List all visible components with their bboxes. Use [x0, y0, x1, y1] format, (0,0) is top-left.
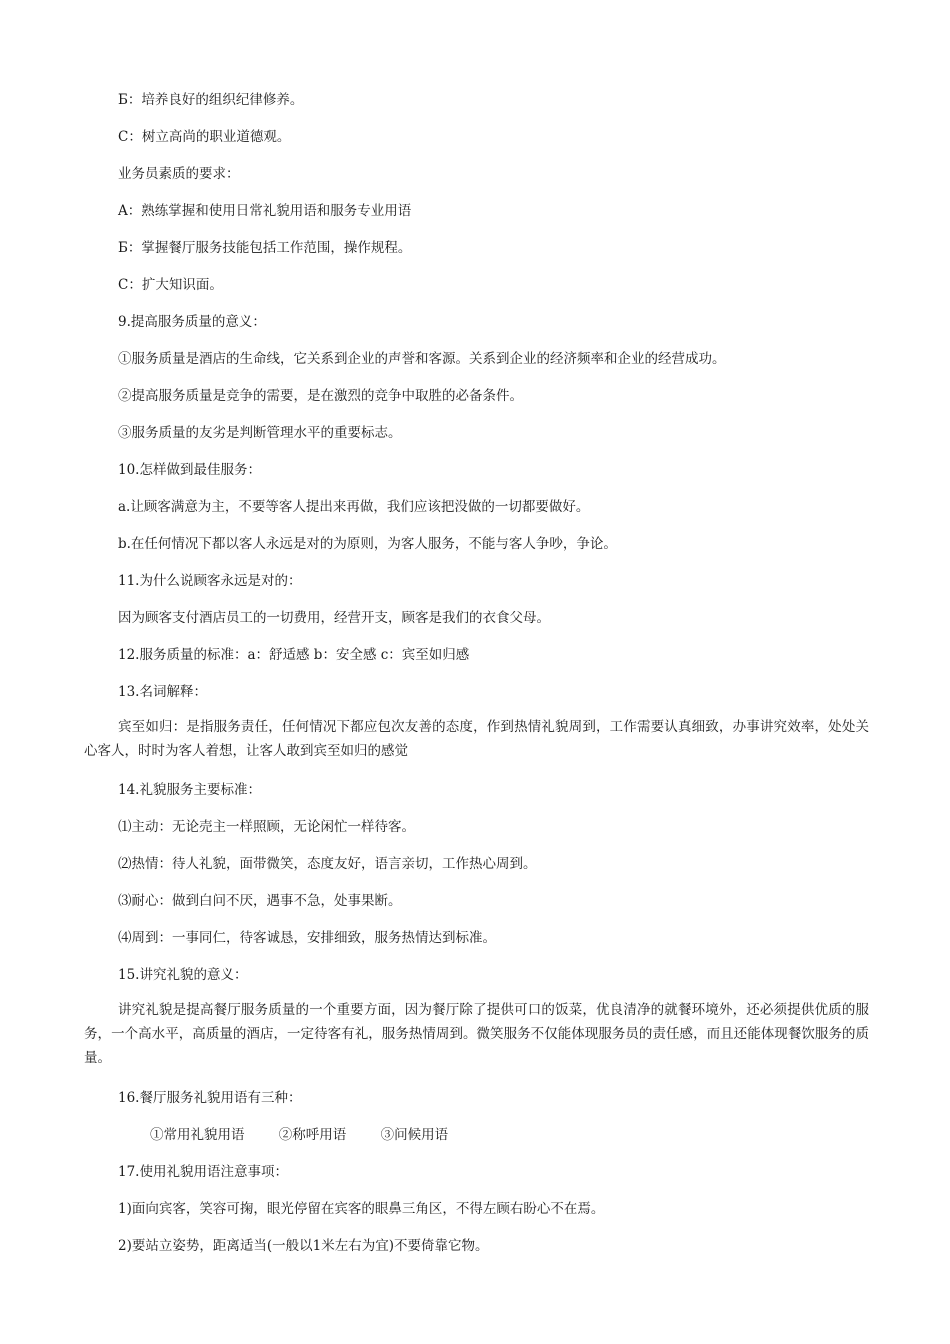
section-heading-12: 12.服务质量的标准：a：舒适感 b：安全感 c：宾至如归感 — [118, 647, 470, 663]
section-heading-13: 13.名词解释： — [118, 684, 207, 700]
text-line: 1)面向宾客，笑容可掬，眼光停留在宾客的眼鼻三角区，不得左顾右盼心不在焉。 — [118, 1201, 605, 1217]
options-16 — [150, 1125, 478, 1145]
text-line: a.让顾客满意为主，不要等客人提出来再做，我们应该把没做的一切都要做好。 — [118, 499, 590, 515]
text-line: ⑴主动：无论売主一样照顾，无论闲忙一样待客。 — [118, 819, 415, 835]
section-heading-14: 14.礼貌服务主要标准： — [118, 782, 261, 798]
text-line: Б：培养良好的组织纪律修养。 — [118, 92, 304, 108]
text-line: ③服务质量的友劣是判断管理水平的重要标志。 — [118, 425, 402, 441]
section-heading-16: 16.餐厅服务礼貌用语有三种： — [118, 1090, 302, 1106]
paragraph-15: 讲究礼貌是提高餐厅服务质量的一个重要方面，因为餐厅除了提供可口的饭菜，优良清净的就餐环境外，还必须提供优质的服务，一个高水平，高质量的酒店，一定待客有礼，服务热情周到。微笑服务不仅能体现服务员的责任感，而且还能体现餐饮服务的质量。 — [84, 1002, 869, 1066]
text-line: ①服务质量是酒店的生命线，它关系到企业的声誉和客源。关系到企业的经济频率和企业的经营成功。 — [118, 351, 726, 367]
section-heading-17: 17.使用礼貌用语注意事项： — [118, 1164, 288, 1180]
option-item: ②称呼用语 — [278, 1127, 347, 1143]
section-heading-15: 15.讲究礼貌的意义： — [118, 967, 248, 983]
text-line: ②提高服务质量是竞争的需要，是在激烈的竞争中取胜的必备条件。 — [118, 388, 523, 404]
text-line: C：扩大知识面。 — [118, 277, 223, 293]
section-heading-11: 11.为什么说顾客永远是对的： — [118, 573, 302, 589]
option-item: ①常用礼貌用语 — [150, 1127, 245, 1143]
option-item: ③问候用语 — [380, 1127, 449, 1143]
text-line: b.在任何情况下都以客人永远是对的为原则，为客人服务，不能与客人争吵，争论。 — [118, 536, 617, 552]
text-line: A：熟练掌握和使用日常礼貌用语和服务专业用语 — [118, 203, 412, 219]
paragraph-13: 宾至如归：是指服务责任，任何情况下都应包次友善的态度，作到热情礼貌周到，工作需要认真细致，办事讲究效率，处处关心客人，时时为客人着想，让客人敢到宾至如归的感觉 — [84, 719, 869, 759]
text-line: ⑶耐心：做到白问不厌，遇事不急，处事果断。 — [118, 893, 402, 909]
text-line: ⑵热情：待人礼貌，面带微笑，态度友好，语言亲切，工作热心周到。 — [118, 856, 537, 872]
text-line: 2)要站立姿势，距离适当(一般以1米左右为宜)不要倚靠它物。 — [118, 1238, 489, 1254]
text-line: ⑷周到：一事同仁，待客诚恳，安排细致，服务热情达到标准。 — [118, 930, 496, 946]
section-heading-9: 9.提高服务质量的意义： — [118, 314, 266, 330]
text-line: Б：掌握餐厅服务技能包括工作范围，操作规程。 — [118, 240, 412, 256]
section-heading-10: 10.怎样做到最佳服务： — [118, 462, 261, 478]
text-line: 业务员素质的要求： — [118, 166, 240, 182]
text-line: C：树立高尚的职业道德观。 — [118, 129, 291, 145]
text-line: 因为顾客支付酒店员工的一切费用，经营开支，顾客是我们的衣食父母。 — [118, 610, 550, 626]
